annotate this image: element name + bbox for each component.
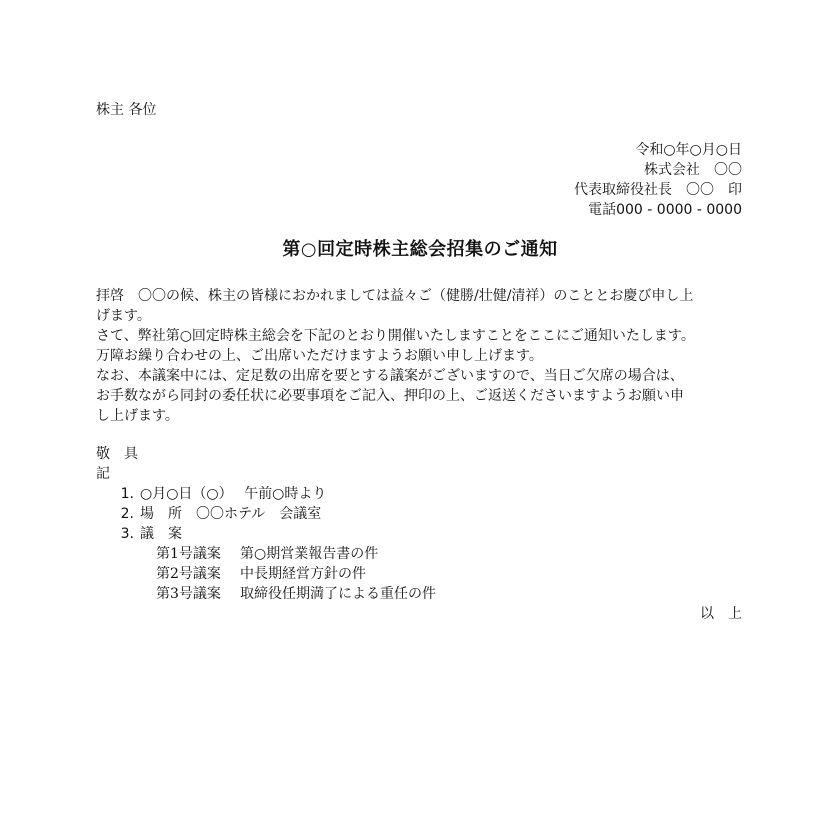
phone-number: 電話000 - 0000 - 0000 — [588, 202, 742, 218]
body-line: げます。 — [96, 308, 151, 324]
agenda-text: 中長期経営方針の件 — [240, 566, 366, 582]
body-line: 万障お繰り合わせの上、ご出席いただけますようお願い申し上げます。 — [96, 348, 543, 364]
body-line: さて、弊社第○回定時株主総会を下記のとおり開催いたしますことをここにご通知いたします。 — [96, 328, 695, 344]
agenda-item — [156, 544, 436, 564]
item-text: 場 所 〇〇ホテル 会議室 — [140, 506, 322, 522]
document-title: 第○回定時株主総会招集のご通知 — [282, 239, 558, 260]
agenda-number: 第1号議案 — [156, 546, 221, 562]
agenda-list — [156, 544, 436, 604]
agenda-text: 取締役任期満了による重任の件 — [240, 586, 436, 602]
body-line: 拝啓 〇〇の候、株主の皆様におかれましては益々ご（健勝/壮健/清祥）のこととお慶び申し上 — [96, 288, 694, 304]
closing-keigu: 敬 具 — [96, 446, 138, 462]
item-text: 議 案 — [140, 526, 182, 542]
addressee: 株主 各位 — [96, 102, 157, 118]
item-number: 2. — [120, 506, 134, 522]
issue-date: 令和○年○月○日 — [635, 142, 742, 158]
ki-heading: 記 — [96, 466, 110, 482]
item-number: 3. — [120, 526, 134, 542]
body-line: なお、本議案中には、定足数の出席を要とする議案がございますので、当日ご欠席の場合は、 — [96, 368, 684, 384]
agenda-number: 第3号議案 — [156, 586, 221, 602]
body-text — [96, 286, 746, 426]
representative: 代表取締役社長 〇〇 印 — [574, 182, 742, 198]
company-name: 株式会社 〇〇 — [644, 162, 742, 178]
body-line: し上げます。 — [96, 408, 179, 424]
detail-list — [96, 484, 326, 544]
agenda-item — [156, 564, 436, 584]
item-text: ○月○日（○） 午前○時より — [140, 486, 327, 502]
list-item — [96, 484, 326, 504]
agenda-item — [156, 584, 436, 604]
agenda-number: 第2号議案 — [156, 566, 221, 582]
body-line: お手数ながら同封の委任状に必要事項をご記入、押印の上、ご返送くださいますようお願い申 — [96, 388, 684, 404]
closing-ijou: 以 上 — [700, 606, 742, 622]
item-number: 1. — [120, 486, 134, 502]
agenda-text: 第○期営業報告書の件 — [240, 546, 379, 562]
list-item — [96, 504, 326, 524]
list-item — [96, 524, 326, 544]
